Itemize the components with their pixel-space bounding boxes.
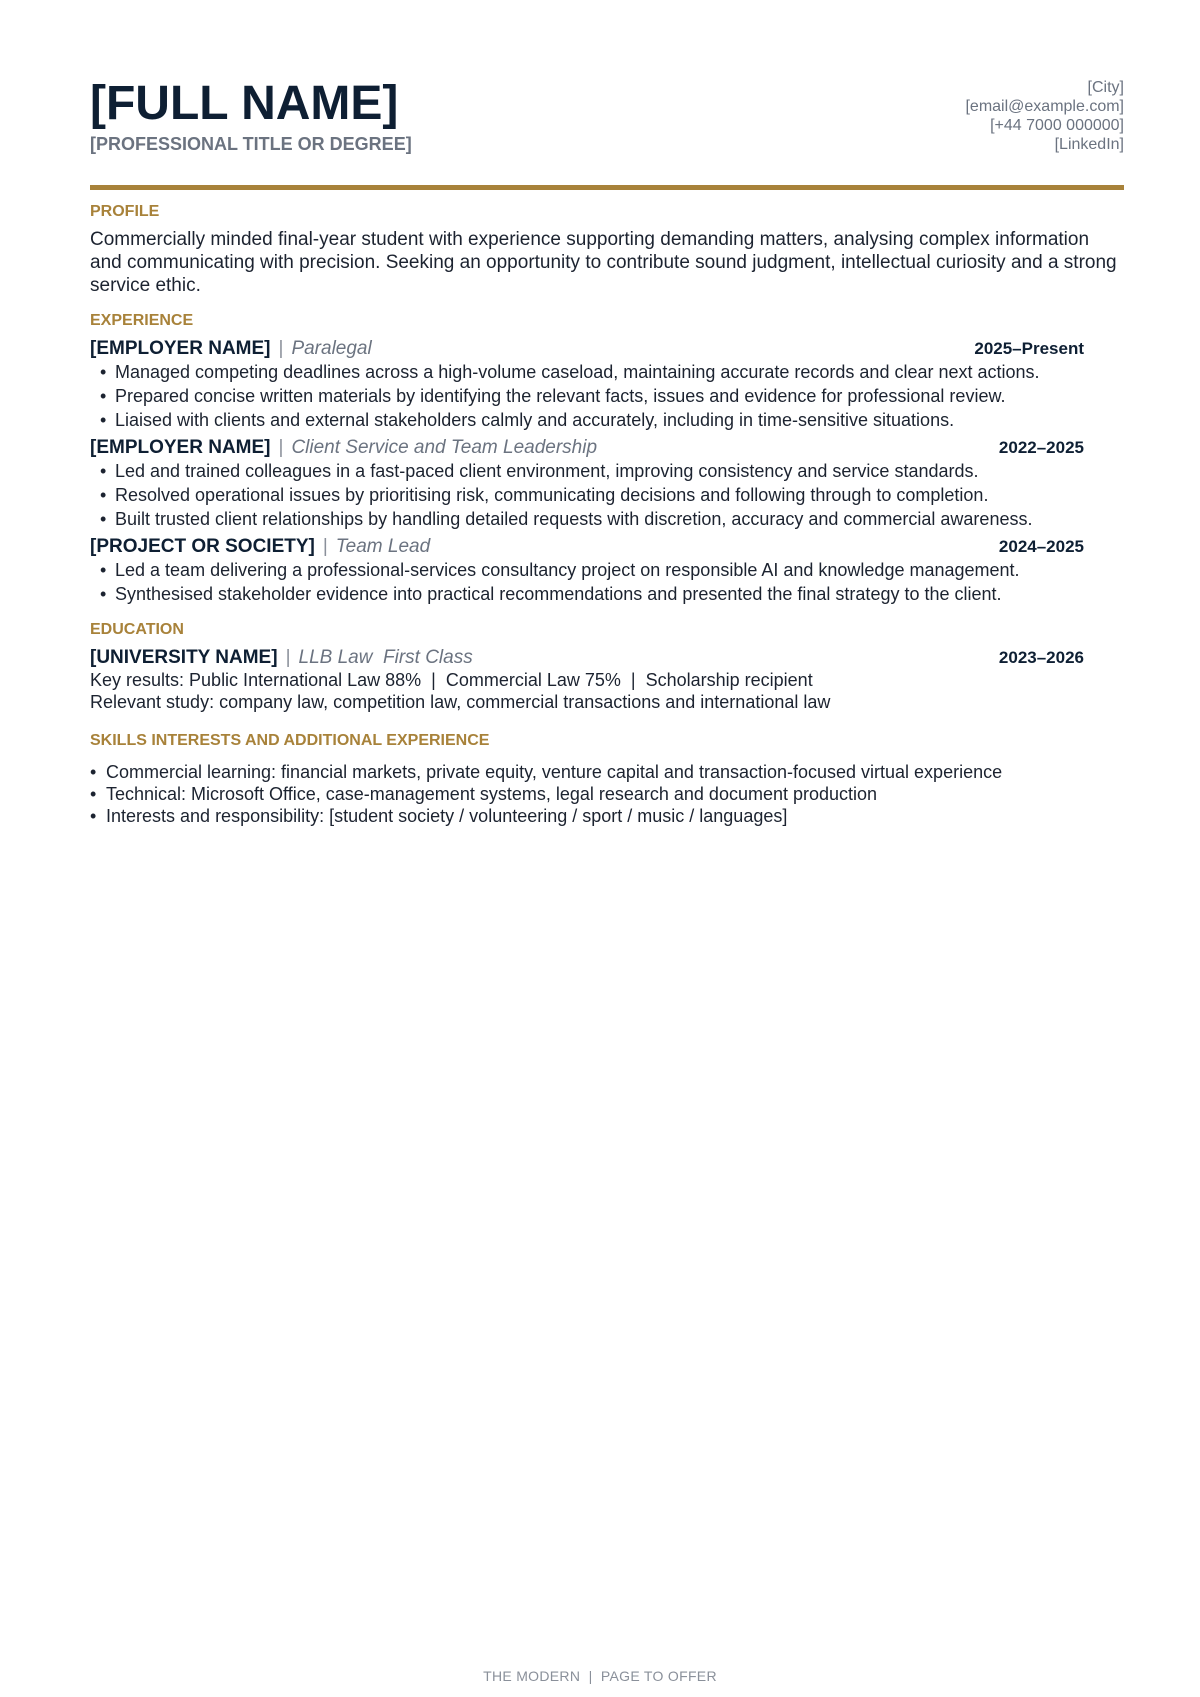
entry-bullets xyxy=(90,558,1124,606)
project-name: [PROJECT OR SOCIETY] xyxy=(90,536,315,557)
education-heading xyxy=(90,646,1124,669)
skills-list xyxy=(90,761,1124,827)
section-title-experience: EXPERIENCE xyxy=(90,312,194,329)
degree: LLB Law First Class xyxy=(298,647,473,668)
experience-section xyxy=(90,311,1124,606)
skill-item: • Commercial learning: financial markets, private equity, venture capital and transaction-focused virtual experience xyxy=(90,761,1124,783)
entry-date: 2025–Present xyxy=(974,339,1084,358)
bullet-item: • Built trusted client relationships by handling detailed requests with discretion, accuracy and commercial awareness. xyxy=(100,507,1124,531)
entry-heading xyxy=(90,337,1124,360)
job-role: Client Service and Team Leadership xyxy=(291,437,598,458)
section-title-education: EDUCATION xyxy=(90,621,184,638)
bullet-item: • Led a team delivering a professional-services consultancy project on responsible AI and knowledge management. xyxy=(100,558,1124,582)
contact-email: [email@example.com] xyxy=(965,98,1124,115)
key-results: Key results: Public International Law 88% | Commercial Law 75% | Scholarship recipient xyxy=(90,670,813,690)
bullet-item: • Liaised with clients and external stakeholders calmly and accurately, including in time-sensitive situations. xyxy=(100,408,1124,432)
skill-item: • Technical: Microsoft Office, case-management systems, legal research and document production xyxy=(90,783,1124,805)
education-date: 2023–2026 xyxy=(998,648,1084,667)
resume-header xyxy=(90,78,1124,188)
professional-title: [PROFESSIONAL TITLE OR DEGREE] xyxy=(90,134,412,154)
entry-bullets xyxy=(90,360,1124,432)
entry-heading xyxy=(90,535,1124,558)
bullet-item: • Synthesised stakeholder evidence into practical recommendations and presented the final strategy to the client. xyxy=(100,582,1124,606)
employer-name: [EMPLOYER NAME] xyxy=(90,437,271,458)
header-divider xyxy=(90,185,1124,190)
skills-section xyxy=(90,731,1124,827)
contact-linkedin: [LinkedIn] xyxy=(1054,136,1124,153)
page-footer: THE MODERN | PAGE TO OFFER xyxy=(483,1668,717,1684)
separator: | xyxy=(322,536,328,557)
experience-entry xyxy=(90,535,1124,606)
skill-item: • Interests and responsibility: [student society / volunteering / sport / music / languages] xyxy=(90,805,1124,827)
profile-section xyxy=(90,202,1124,297)
job-role: Paralegal xyxy=(291,338,372,359)
experience-entry xyxy=(90,436,1124,531)
resume-page xyxy=(90,0,1124,1697)
entry-bullets xyxy=(90,459,1124,531)
entry-date: 2024–2025 xyxy=(998,537,1084,556)
section-title-skills: SKILLS INTERESTS AND ADDITIONAL EXPERIENCE xyxy=(90,732,490,749)
full-name: [FULL NAME] xyxy=(90,77,399,130)
entry-heading xyxy=(90,436,1124,459)
university-name: [UNIVERSITY NAME] xyxy=(90,647,278,668)
profile-text: Commercially minded final-year student with experience supporting demanding matters, analysing complex information and communicating with precision. Seeking an opportunity to contribute sound judgment, intellectual curiosity and a strong service ethic. xyxy=(90,229,1117,296)
separator: | xyxy=(285,647,291,668)
entry-date: 2022–2025 xyxy=(998,438,1084,457)
contact-city: [City] xyxy=(1087,79,1124,96)
bullet-item: • Prepared concise written materials by identifying the relevant facts, issues and evidence for professional review. xyxy=(100,384,1124,408)
contact-phone: [+44 7000 000000] xyxy=(990,117,1124,134)
separator: | xyxy=(278,338,284,359)
education-section xyxy=(90,620,1124,713)
employer-name: [EMPLOYER NAME] xyxy=(90,338,271,359)
resume-content xyxy=(90,202,1124,827)
experience-entry xyxy=(90,337,1124,432)
bullet-item: • Led and trained colleagues in a fast-paced client environment, improving consistency and service standards. xyxy=(100,459,1124,483)
contact-block xyxy=(965,78,1124,154)
bullet-item: • Resolved operational issues by prioritising risk, communicating decisions and following through to completion. xyxy=(100,483,1124,507)
separator: | xyxy=(278,437,284,458)
bullet-item: • Managed competing deadlines across a high-volume caseload, maintaining accurate records and clear next actions. xyxy=(100,360,1124,384)
job-role: Team Lead xyxy=(335,536,431,557)
relevant-study: Relevant study: company law, competition law, commercial transactions and international law xyxy=(90,692,831,712)
section-title-profile: PROFILE xyxy=(90,203,160,220)
